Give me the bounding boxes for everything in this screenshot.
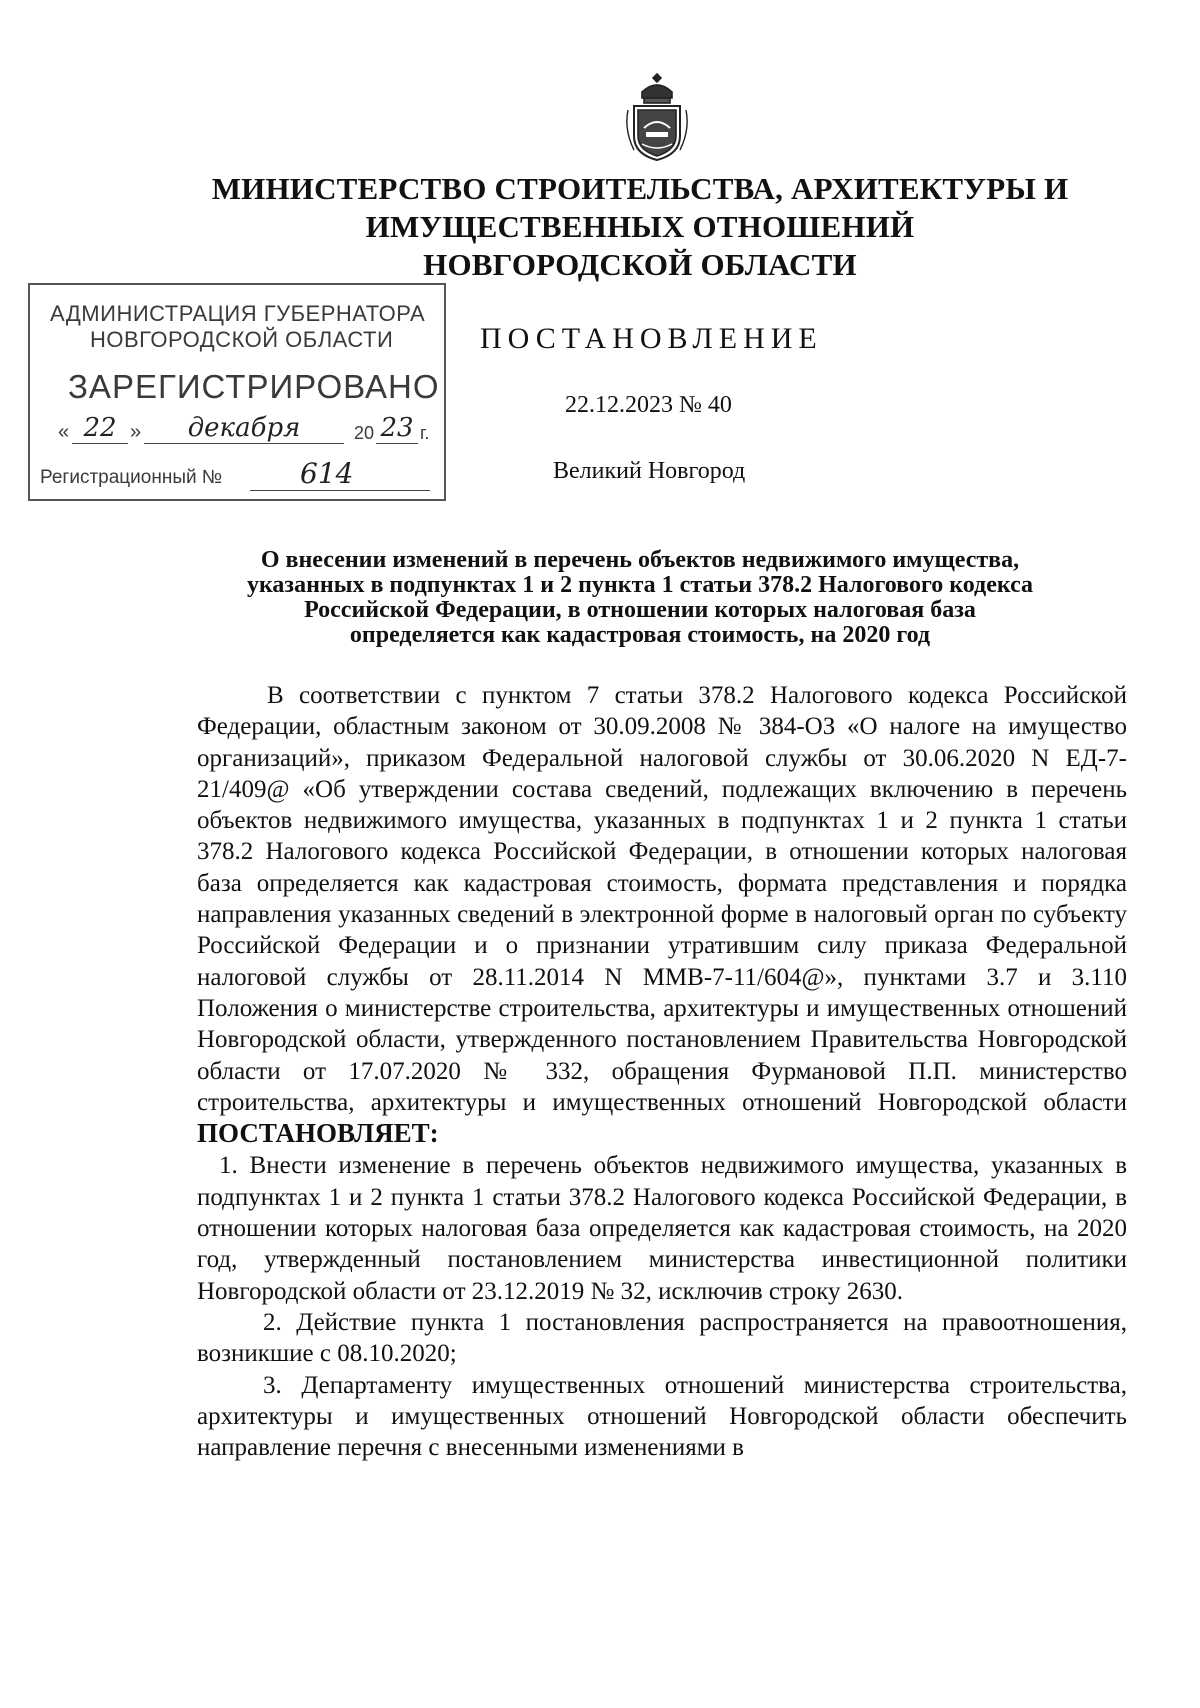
ministry-name xyxy=(140,170,1140,284)
item-1: 1. Внести изменение в перечень объектов недвижимого имущества, указанных в подпунктах 1 и 2 пункта 1 статьи 378.2 Налогового кодекса Российской Федерации, в отношении которых налоговая база определяется как кадастровая стоимость, на 2020 год, утвержденный постановлением министерства инвестиционной политики Новгородской области от 23.12.2019 № 32, исключив строку 2630. xyxy=(197,1152,1127,1305)
stamp-month: декабря xyxy=(144,413,344,444)
document-subject xyxy=(140,548,1140,648)
resolves-word: ПОСТАНОВЛЯЕТ: xyxy=(197,1118,439,1149)
document-city: Великий Новгород xyxy=(553,458,746,484)
preamble-text: В соответствии с пунктом 7 статьи 378.2 Налогового кодекса Российской Федерации, областным законом от 30.09.2008 № 384-ОЗ «О налоге на имущество организаций», приказом Федеральной налоговой службы от 30.06.2020 N ЕД-7-21/409@ «Об утверждении состава сведений, подлежащих включению в перечень объектов недвижимого имущества, указанных в подпунктах 1 и 2 пункта 1 статьи 378.2 Налогового кодекса Российской Федерации, в отношении которых налоговая база определяется как кадастровая стоимость, формата представления и порядка направления указанных сведений в электронной форме в налоговый орган по субъекту Российской Федерации и о признании утратившим силу приказа Федеральной налоговой службы от 28.11.2014 N ММВ-7-11/604@», пунктами 3.7 и 3.110 Положения о министерстве строительства, архитектуры и имущественных отношений Новгородской области, утвержденного постановлением Правительства Новгородской области от 17.07.2020 № 332, обращения Фурмановой П.П. министерство строительства, архитектуры и имущественных отношений Новгородской области xyxy=(197,682,1127,1116)
document-type: ПОСТАНОВЛЕНИЕ xyxy=(480,322,823,355)
item-3: 3. Департаменту имущественных отношений министерства строительства, архитектуры и имущественных отношений Новгородской области обеспечить направление перечня с внесенными изменениями в xyxy=(197,1371,1127,1462)
stamp-reg-label: Регистрационный № xyxy=(40,467,223,488)
subject-line-4: определяется как кадастровая стоимость, на 2020 год xyxy=(349,622,931,648)
subject-line-1: О внесении изменений в перечень объектов недвижимого имущества, xyxy=(260,547,1020,573)
stamp-date-row xyxy=(58,413,448,455)
ministry-line-2: ИМУЩЕСТВЕННЫХ ОТНОШЕНИЙ xyxy=(365,209,915,244)
stamp-quote-open: « xyxy=(58,421,70,443)
ministry-line-3: НОВГОРОДСКОЙ ОБЛАСТИ xyxy=(423,247,857,282)
stamp-reg-row xyxy=(40,457,440,493)
stamp-quote-close: » xyxy=(130,421,142,443)
registration-stamp xyxy=(28,283,446,501)
ministry-line-1: МИНИСТЕРСТВО СТРОИТЕЛЬСТВА, АРХИТЕКТУРЫ И xyxy=(211,171,1069,206)
stamp-day: 22 xyxy=(72,413,128,444)
document-date-number: 22.12.2023 № 40 xyxy=(565,392,732,418)
item-2: 2. Действие пункта 1 постановления распространяется на правоотношения, возникшие с 08.10.2020; xyxy=(197,1308,1127,1368)
document-body xyxy=(197,680,1127,1463)
stamp-org-line-1: АДМИНИСТРАЦИЯ ГУБЕРНАТОРА xyxy=(50,301,426,326)
coat-of-arms-icon xyxy=(622,70,692,166)
stamp-year-prefix: 20 xyxy=(354,423,375,443)
subject-line-3: Российской Федерации, в отношении которых налоговая база xyxy=(304,597,976,623)
subject-line-2: указанных в подпунктах 1 и 2 пункта 1 статьи 378.2 Налогового кодекса xyxy=(246,572,1034,598)
stamp-reg-number: 614 xyxy=(250,457,430,491)
stamp-registered: ЗАРЕГИСТРИРОВАНО xyxy=(68,368,440,405)
stamp-year: 23 xyxy=(376,413,418,444)
stamp-year-suffix: г. xyxy=(420,423,430,443)
stamp-org-line-2: НОВГОРОДСКОЙ ОБЛАСТИ xyxy=(90,327,394,352)
preamble-paragraph xyxy=(197,680,1127,1150)
